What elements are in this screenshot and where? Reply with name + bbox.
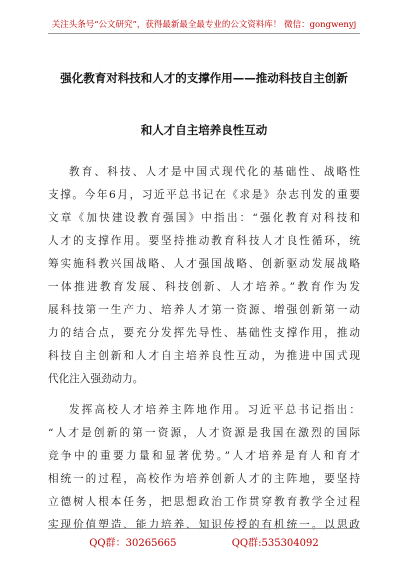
paragraph-2-line: 立德树人根本任务，把思想政治工作贯穿教育教学全过程 [48, 496, 360, 508]
footer [0, 534, 408, 549]
paragraph-2-line: 竞争中的重要力量和显著优势。”人才培养是育人和育才 [48, 450, 360, 462]
paragraph-1-line: 人才的支撑作用。要坚持推动教育科技人才良性循环，统 [48, 235, 360, 247]
paragraph-2-line: 发挥高校人才培养主阵地作用。习近平总书记指出： [69, 404, 360, 416]
document-title-line-2: 和人才自主培养良性互动 [140, 123, 268, 137]
paragraph-2-line: “人才是创新的第一资源，人才资源是我国在激烈的国际 [48, 427, 360, 439]
footer-qq-group-1: QQ群：30265665 [89, 538, 177, 549]
paragraph-1-line: 一体推进教育发展、科技创新、人才培养。”教育作为发 [48, 281, 360, 293]
paragraph-1-line: 展科技第一生产力、培养人才第一资源、增强创新第一动 [48, 304, 360, 316]
document-title-line-1: 强化教育对科技和人才的支撑作用——推动科技自主创新 [60, 71, 348, 85]
footer-rule [48, 528, 360, 529]
paragraph-1-line: 筹实施科教兴国战略、人才强国战略、创新驱动发展战略 [48, 258, 360, 270]
paragraph-1-line: 代化注入强劲动力。 [48, 373, 144, 385]
paragraph-2-line: 实现价值塑造、能力培养、知识传授的有机统一。以思政 [48, 519, 360, 531]
header-rule [48, 33, 360, 34]
paragraph-1-line: 科技自主创新和人才自主培养良性互动，为推进中国式现 [48, 350, 360, 362]
header-banner: 关注头条号“公文研究”，获得最新最全最专业的公文资料库！ 微信：gongwenyj [51, 20, 357, 30]
footer-qq-group-2: QQ群:535304092 [231, 538, 319, 549]
paragraph-1-line: 支撑。今年6月，习近平总书记在《求是》杂志刊发的重要 [48, 189, 360, 201]
paragraph-1-line: 文章《加快建设教育强国》中指出：“强化教育对科技和 [48, 212, 360, 224]
paragraph-1-line: 力的结合点，要充分发挥先导性、基础性支撑作用，推动 [48, 327, 360, 339]
paragraph-2-line: 相统一的过程，高校作为培养创新人才的主阵地，要坚持 [48, 473, 360, 485]
paragraph-1-line: 教育、科技、人才是中国式现代化的基础性、战略性 [69, 166, 360, 178]
